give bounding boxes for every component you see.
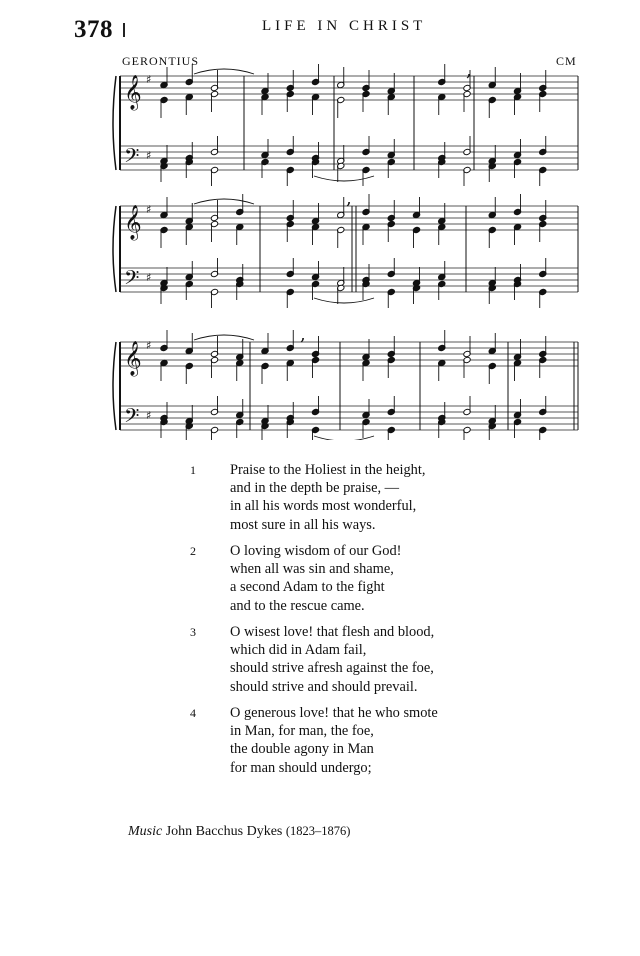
sharp-icon: ♯ bbox=[146, 149, 152, 162]
tune-name: GERONTIUS bbox=[122, 54, 199, 68]
bass-clef-icon: 𝄢 bbox=[124, 404, 140, 432]
verse-number: 1 bbox=[190, 463, 196, 477]
music-credit bbox=[128, 824, 350, 840]
treble-clef-icon: 𝄞 bbox=[124, 341, 142, 376]
verse-line: when all was sin and shame, bbox=[230, 561, 394, 578]
slur bbox=[314, 436, 374, 440]
verse-line: should strive afresh against the foe, bbox=[230, 660, 434, 677]
verse-number: 2 bbox=[190, 544, 196, 558]
bass-clef-icon: 𝄢 bbox=[124, 144, 140, 172]
bass-clef-icon: 𝄢 bbox=[124, 266, 140, 294]
sharp-icon: ♯ bbox=[146, 73, 152, 86]
sharp-icon: ♯ bbox=[146, 271, 152, 284]
verse-line: the double agony in Man bbox=[230, 741, 374, 758]
brace bbox=[113, 206, 116, 292]
sharp-icon: ♯ bbox=[146, 409, 152, 422]
treble-clef-icon: 𝄞 bbox=[124, 205, 142, 240]
brace bbox=[113, 342, 116, 430]
sharp-icon: ♯ bbox=[146, 339, 152, 352]
verse-line: in all his words most wonderful, bbox=[230, 498, 417, 515]
composer-dates: (1823–1876) bbox=[285, 824, 351, 838]
verse-line: which did in Adam fail, bbox=[230, 642, 367, 659]
verse-line: Praise to the Holiest in the height, bbox=[230, 462, 426, 478]
verse-line: most sure in all his ways. bbox=[230, 516, 376, 533]
slur bbox=[194, 199, 254, 204]
hymn-number: 378 bbox=[74, 16, 113, 43]
verse-line: O wisest love! that flesh and blood, bbox=[230, 624, 435, 640]
sharp-icon: ♯ bbox=[146, 203, 152, 216]
breath-mark-icon: , bbox=[300, 324, 306, 345]
slur bbox=[194, 69, 254, 74]
verse-line: and in the depth be praise, — bbox=[230, 480, 400, 497]
running-head: LIFE IN CHRIST bbox=[262, 18, 427, 34]
credit-label: Music bbox=[128, 824, 163, 839]
verse-number: 3 bbox=[190, 625, 196, 639]
verse-line: a second Adam to the fight bbox=[230, 579, 385, 596]
breath-mark-icon: , bbox=[466, 60, 472, 81]
composer-name: John Bacchus Dykes bbox=[165, 824, 283, 839]
brace bbox=[113, 76, 116, 170]
breath-mark-icon: , bbox=[346, 188, 352, 209]
music-score bbox=[0, 0, 640, 440]
slur bbox=[314, 176, 374, 181]
verse-line: and to the rescue came. bbox=[230, 597, 365, 614]
verse-line: O loving wisdom of our God! bbox=[230, 543, 402, 559]
slur bbox=[314, 298, 374, 303]
verse-line: O generous love! that he who smote bbox=[230, 705, 438, 721]
meter: CM bbox=[556, 54, 577, 68]
verse-line: should strive and should prevail. bbox=[230, 678, 418, 695]
slur bbox=[194, 335, 254, 340]
treble-clef-icon: 𝄞 bbox=[124, 75, 142, 110]
verse-line: for man should undergo; bbox=[230, 759, 372, 776]
verse-number: 4 bbox=[190, 706, 196, 720]
verse-line: in Man, for man, the foe, bbox=[230, 723, 374, 740]
